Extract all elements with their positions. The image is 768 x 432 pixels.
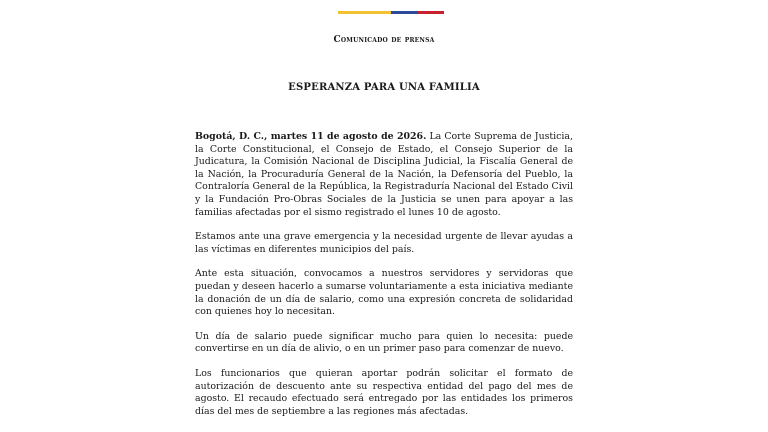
document-label: Comunicado de prensa [333, 35, 435, 45]
paragraph-text: Los funcionarios que quieran aportar podrán solicitar el formato de autorización de descuento ante su respectiva entidad del pago del mes de agosto. El recaudo efectuado será entregado por las entidades los primeros días del mes de septiembre a las regiones más afectadas. [195, 367, 573, 417]
document-title: ESPERANZA PARA UNA FAMILIA [288, 82, 480, 93]
dateline: Bogotá, D. C., martes 11 de agosto de 2026. [195, 131, 427, 142]
paragraph-text: Estamos ante una grave emergencia y la necesidad urgente de llevar ayudas a las víctimas en diferentes municipios del país. [195, 231, 573, 255]
paragraph [195, 231, 573, 256]
press-release-body [195, 131, 573, 430]
paragraph-text: Un día de salario puede significar mucho para quien lo necesita: puede convertirse en un día de alivio, o en un primer paso para comenzar de nuevo. [195, 330, 573, 355]
flag-stripe-red [418, 11, 445, 14]
flag-stripe-yellow [338, 11, 391, 14]
paragraph [195, 331, 573, 356]
flag-bar [338, 11, 444, 14]
paragraph [195, 268, 573, 318]
paragraph [195, 368, 573, 418]
paragraph-text: La Corte Suprema de Justicia, la Corte Constitucional, el Consejo de Estado, el Consejo Superior de la Judicatura, la Comisión Nacional de Disciplina Judicial, la Fiscalía General de la Nación, la Procuraduría General de la Nación, la Defensoría del Pueblo, la Contraloría General de la República, la Registraduría Nacional del Estado Civil y la Fundación Pro-Obras Sociales de la Justicia se unen para apoyar a las familias afectadas por el sismo registrado el lunes 10 de agosto. [195, 131, 574, 218]
flag-stripe-blue [391, 11, 418, 14]
paragraph [195, 131, 573, 219]
paragraph-text: Ante esta situación, convocamos a nuestros servidores y servidoras que puedan y deseen hacerlo a sumarse voluntariamente a esta iniciativa mediante la donación de un día de salario, como una expresión concreta de solidaridad con quienes hoy lo necesitan. [195, 268, 573, 318]
